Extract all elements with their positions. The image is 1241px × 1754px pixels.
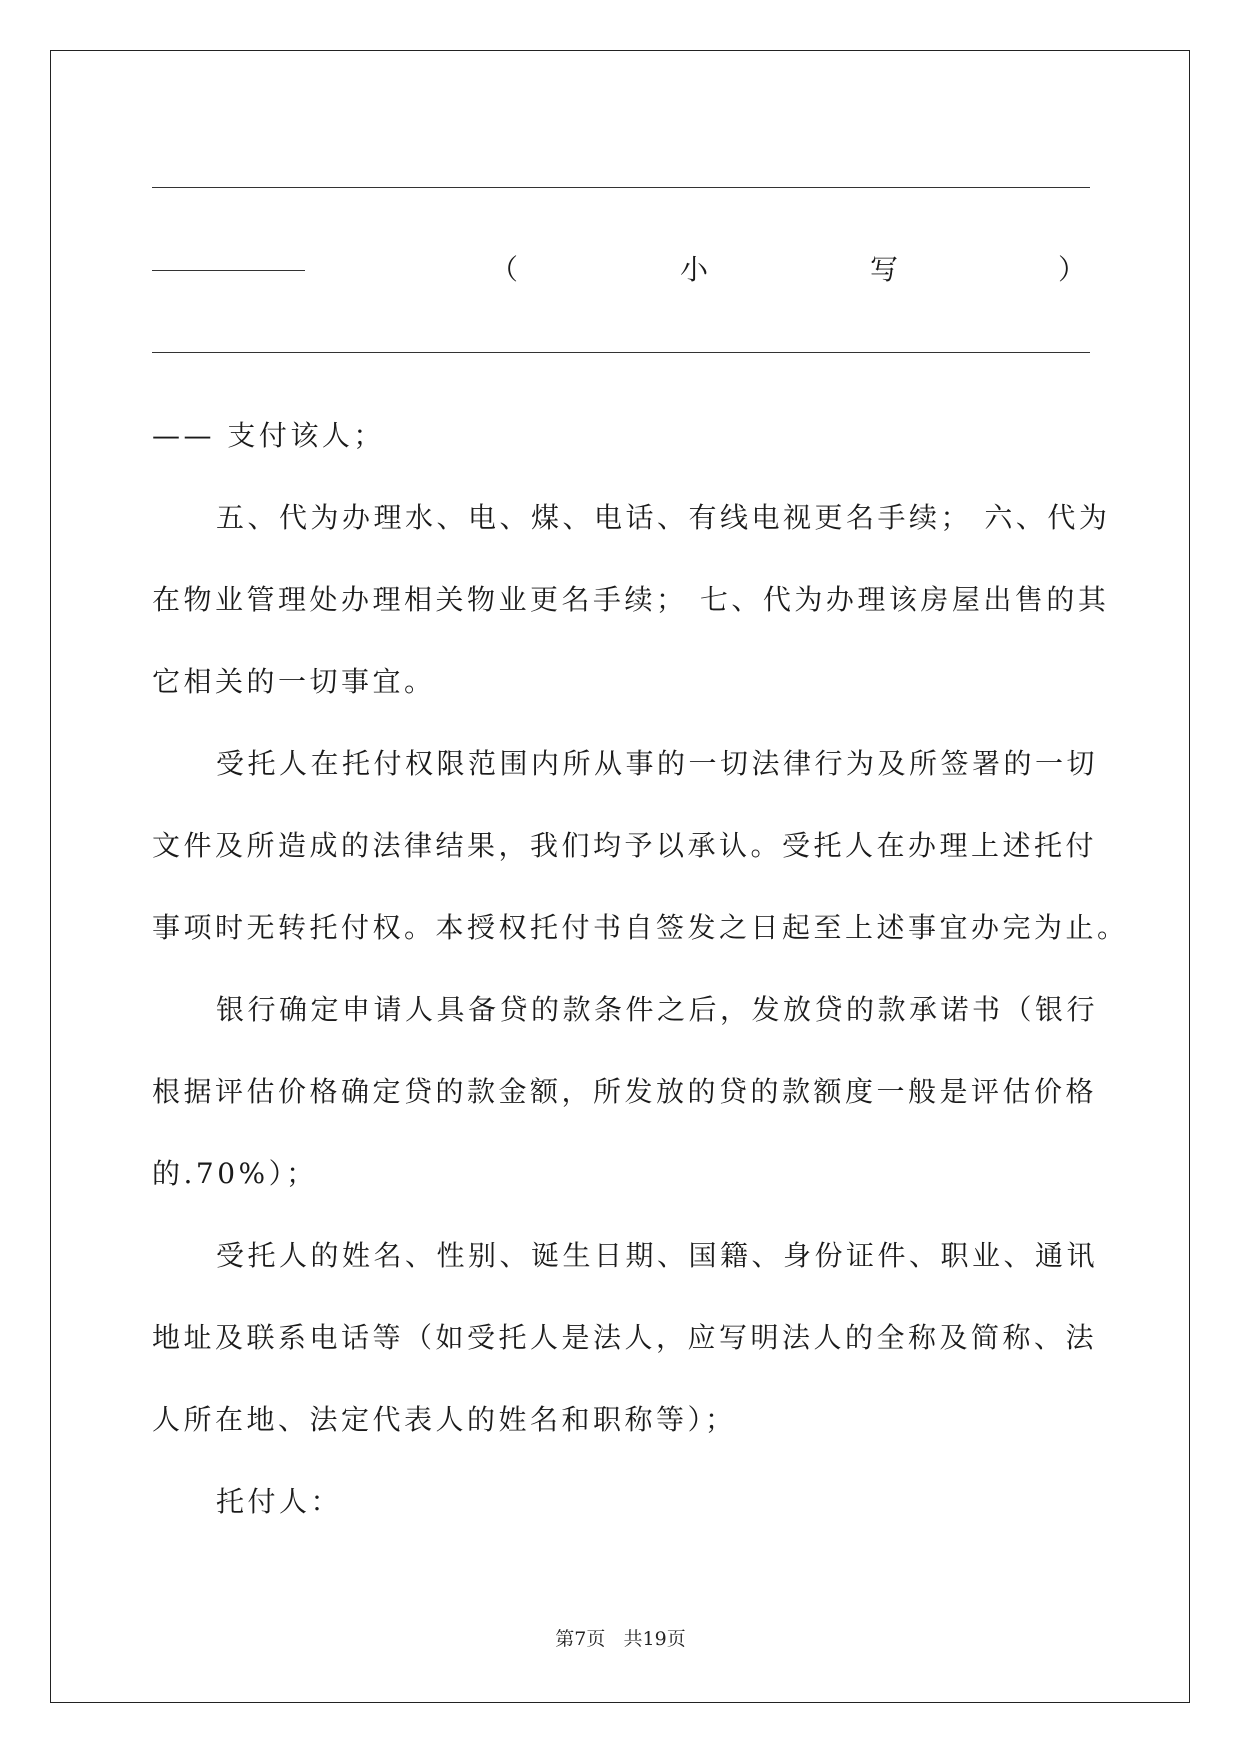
para3-line1: 银行确定申请人具备贷的款条件之后，发放贷的款承诺书（银行 <box>216 993 1099 1026</box>
blank-fill-line <box>152 187 1090 188</box>
paren-close: ） <box>1058 253 1087 286</box>
para4-line3: 人所在地、法定代表人的姓名和职称等）； <box>152 1403 737 1436</box>
page-footer <box>0 1626 1241 1652</box>
footer-prefix: 第 <box>555 1628 575 1650</box>
small-char: 小 <box>680 253 709 286</box>
para2-line1: 受托人在托付权限范围内所从事的一切法律行为及所签署的一切 <box>216 747 1099 780</box>
para4-line2: 地址及联系电话等（如受托人是法人，应写明法人的全称及简称、法 <box>152 1321 1098 1354</box>
footer-suffix: 页 <box>666 1628 686 1650</box>
footer-page-number: 7 <box>574 1628 587 1650</box>
para3-line2: 根据评估价格确定贷的款金额，所发放的贷的款额度一般是评估价格 <box>152 1075 1098 1108</box>
blank-fill-line <box>152 352 1090 353</box>
blank-fill-line-short <box>152 270 305 271</box>
write-char: 写 <box>870 253 899 286</box>
para3-line3: 的.70%）； <box>152 1157 318 1190</box>
para1-line1: 五、代为办理水、电、煤、电话、有线电视更名手续； 六、代为 <box>216 501 1111 534</box>
para1-line2: 在物业管理处办理相关物业更名手续； 七、代为办理该房屋出售的其 <box>152 583 1110 616</box>
footer-page-total: 19 <box>642 1628 667 1650</box>
page-frame <box>50 50 1190 1703</box>
principal-label: 托付人： <box>216 1485 343 1518</box>
para4-line1: 受托人的姓名、性别、诞生日期、国籍、身份证件、职业、通讯 <box>216 1239 1099 1272</box>
para1-line3: 它相关的一切事宜。 <box>152 665 436 698</box>
footer-mid: 页 共 <box>586 1628 643 1650</box>
para2-line2: 文件及所造成的法律结果，我们均予以承认。受托人在办理上述托付 <box>152 829 1098 862</box>
paren-open: （ <box>490 253 519 286</box>
text-line-payee: —— 支付该人； <box>152 419 385 452</box>
para2-line3: 事项时无转托付权。本授权托付书自签发之日起至上述事宜办完为止。 <box>152 911 1129 944</box>
